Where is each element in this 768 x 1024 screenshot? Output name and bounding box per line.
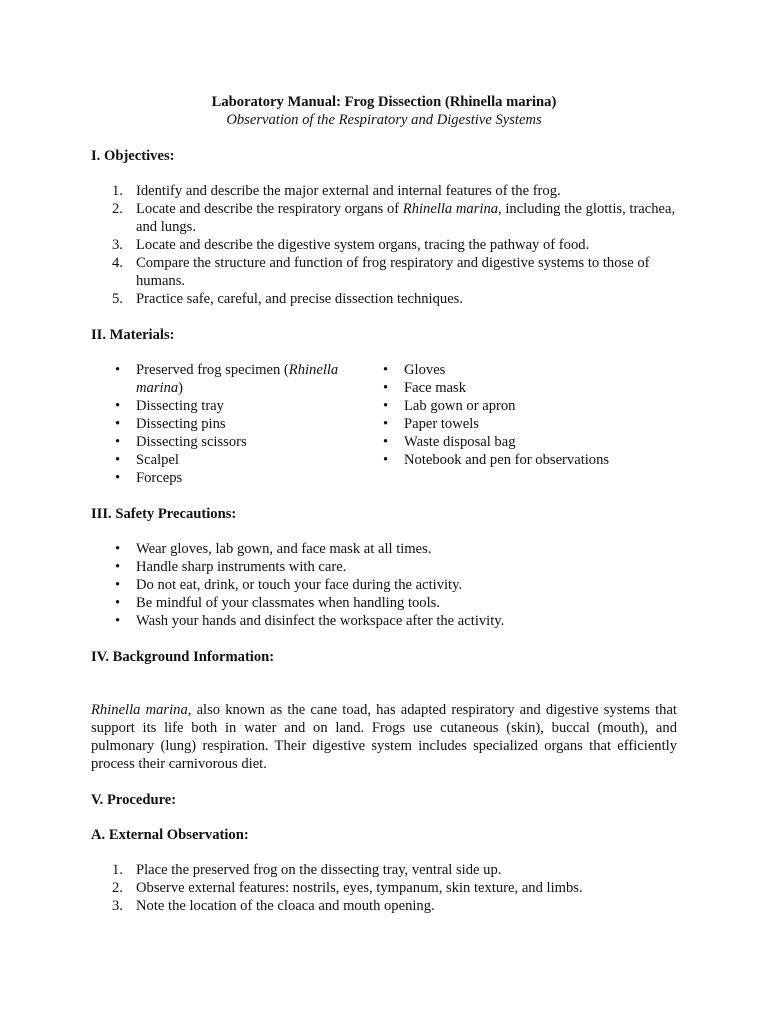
list-item: • Dissecting pins [115,416,226,432]
list-item: • Lab gown or apron [383,398,516,414]
list-item: • Waste disposal bag [383,434,516,450]
list-item: • Forceps [115,470,183,486]
list-item: • Face mask [383,380,467,396]
safety-heading: III. Safety Precautions: [91,506,237,522]
document-subtitle: Observation of the Respiratory and Digestive Systems [226,112,542,128]
list-item: • Wash your hands and disinfect the workspace after the activity. [115,613,505,629]
list-item: 5. Practice safe, careful, and precise dissection techniques. [112,291,463,307]
document-title: Laboratory Manual: Frog Dissection (Rhinella marina) [211,94,557,110]
background-paragraph: Rhinella marina, also known as the cane toad, has adapted respiratory and digestive systems that support its life both in water and on land. Frogs use cutaneous (skin), buccal (mouth), and pulmonary (lung) respiration. Their digestive system includes specialized organs that efficiently process their carnivorous diet. [91,702,677,772]
objectives-list [91,182,677,308]
list-item: • Wear gloves, lab gown, and face mask at all times. [115,541,432,557]
external-observation-list [91,861,677,915]
list-item: 1. Place the preserved frog on the dissecting tray, ventral side up. [112,862,502,878]
list-item: • Gloves [383,362,446,378]
safety-list [91,540,677,630]
list-item: • Handle sharp instruments with care. [115,559,347,575]
materials-heading: II. Materials: [91,327,175,343]
procedure-heading: V. Procedure: [91,792,177,808]
objectives-heading: I. Objectives: [91,148,175,164]
list-item: • Dissecting scissors [115,434,247,450]
list-item: • Be mindful of your classmates when handling tools. [115,595,440,611]
list-item: • Paper towels [383,416,479,432]
list-item: 1. Identify and describe the major external and internal features of the frog. [112,183,561,199]
background-heading: IV. Background Information: [91,649,275,665]
list-item: 3. Locate and describe the digestive system organs, tracing the pathway of food. [112,237,590,253]
list-item: • Dissecting tray [115,398,224,414]
list-item: 2. Observe external features: nostrils, eyes, tympanum, skin texture, and limbs. [112,880,583,896]
list-item: 4. Compare the structure and function of frog respiratory and digestive systems to those of humans. [112,255,650,289]
materials-list [91,361,677,487]
list-item: • Preserved frog specimen (Rhinella marina) [115,362,339,396]
list-item: 3. Note the location of the cloaca and mouth opening. [112,898,435,914]
list-item: • Scalpel [115,452,179,468]
external-observation-heading: A. External Observation: [91,827,249,843]
list-item: • Do not eat, drink, or touch your face during the activity. [115,577,463,593]
list-item: • Notebook and pen for observations [383,452,610,468]
list-item: 2. Locate and describe the respiratory organs of Rhinella marina, including the glottis, trachea, and lungs. [112,201,676,235]
